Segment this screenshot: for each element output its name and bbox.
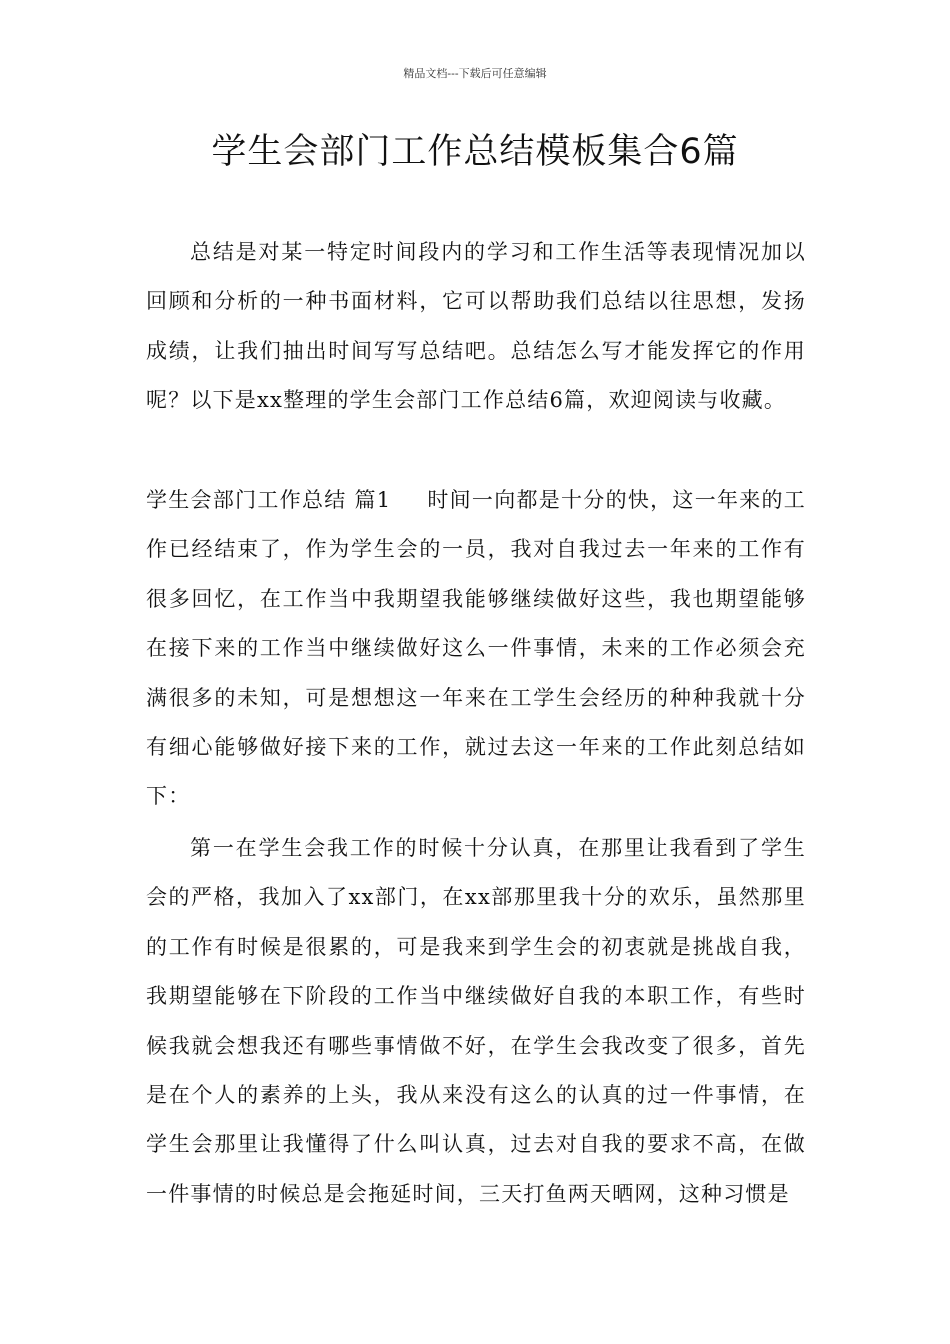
paragraph-2: 第一在学生会我工作的时候十分认真，在那里让我看到了学生会的严格，我加入了xx部门，在xx部那里我十分的欢乐，虽然那里的工作有时候是很累的，可是我来到学生会的初衷就是挑战自我，我期望能够在下阶段的工作当中继续做好自我的本职工作，有些时候我就会想我还有哪些事情做不好，在学生会我改变了很多，首先是在个人的素养的上头，我从来没有这么的认真的过一件事情，在学生会那里让我懂得了什么叫认真，过去对自我的要求不高，在做一件事情的时候总是会拖延时间，三天打鱼两天晒网，这种习惯是 xyxy=(146,836,806,1206)
section-1-paragraph xyxy=(146,476,806,822)
document-title: 学生会部门工作总结模板集合6篇 xyxy=(211,132,739,172)
intro-paragraph: 总结是对某一特定时间段内的学习和工作生活等表现情况加以回顾和分析的一种书面材料，它可以帮助我们总结以往思想，发扬成绩，让我们抽出时间写写总结吧。总结怎么写才能发挥它的作用呢？以下是xx整理的学生会部门工作总结6篇，欢迎阅读与收藏。 xyxy=(146,240,806,413)
section-1-heading: 学生会部门工作总结 篇1 xyxy=(146,488,392,512)
section-1-text: 时间一向都是十分的快，这一年来的工作已经结束了，作为学生会的一员，我对自我过去一年来的工作有很多回忆，在工作当中我期望我能够继续做好这些，我也期望能够在接下来的工作当中继续做好这么一件事情，未来的工作必须会充满很多的未知，可是想想这一年来在工学生会经历的种种我就十分有细心能够做好接下来的工作，就过去这一年来的工作此刻总结如下： xyxy=(146,488,807,809)
header-note: 精品文档---下载后可任意编辑 xyxy=(403,67,547,80)
